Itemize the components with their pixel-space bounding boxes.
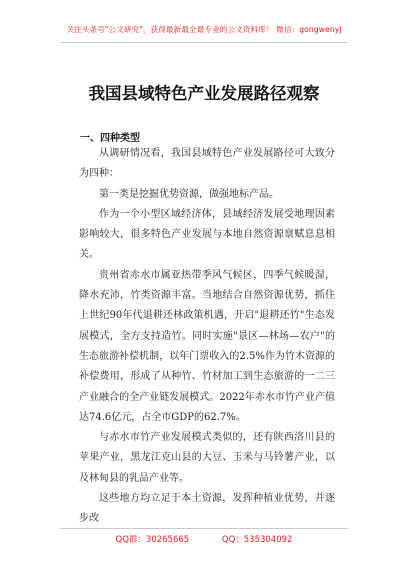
paragraph: 这些地方均立足于本土资源，发挥种植业优势，并逐步改 — [79, 493, 335, 525]
header-divider — [60, 42, 348, 43]
footer-qq-contact: QQ：535304092 — [221, 535, 293, 545]
footer-qq-group: QQ群：30265665 — [115, 535, 190, 545]
paragraph: 第一类是挖掘优势资源，做强地标产品。 — [99, 188, 279, 200]
paragraph: 贵州省赤水市属亚热带季风气候区，四季气候暖湿，降水充沛，竹类资源丰富。当地结合自然资源优势，抓住上世纪90年代退耕还林政策机遇，开启"退耕还竹"生态发展模式，全方支持造竹。同时实施"景区—林场—农户"的生态旅游补偿机制，以年门票收入的2.5%作为竹木资源的补偿费用，形成了从种竹、竹材加工到生态旅游的一二三产业融合的全产业链发展模式。2022年赤水市竹产业产值达74.6亿元，占全市GDP的62.7%。 — [79, 269, 335, 423]
document-body — [79, 144, 335, 530]
paragraph: 与赤水市竹产业发展模式类似的，还有陕西洛川县的苹果产业，黑龙江克山县的大豆、玉米与马铃薯产业，以及林甸县的乳品产业等。 — [79, 432, 335, 484]
paragraph: 作为一个小型区域经济体，县域经济发展受地理因素影响较大，很多特色产业发展与本地自然资源禀赋息息相关。 — [79, 208, 335, 261]
header-banner: 关注头条号"公文研究"，获得最新最全最专业的公文资料库！ 微信：gongwenyj — [66, 25, 342, 34]
section-heading: 一、四种类型 — [80, 133, 140, 144]
footer — [0, 533, 408, 545]
footer-divider — [60, 528, 348, 529]
page-title: 我国县域特色产业发展路径观察 — [88, 84, 320, 103]
paragraph: 从调研情况看，我国县域特色产业发展路径可大致分为四种： — [79, 148, 335, 180]
